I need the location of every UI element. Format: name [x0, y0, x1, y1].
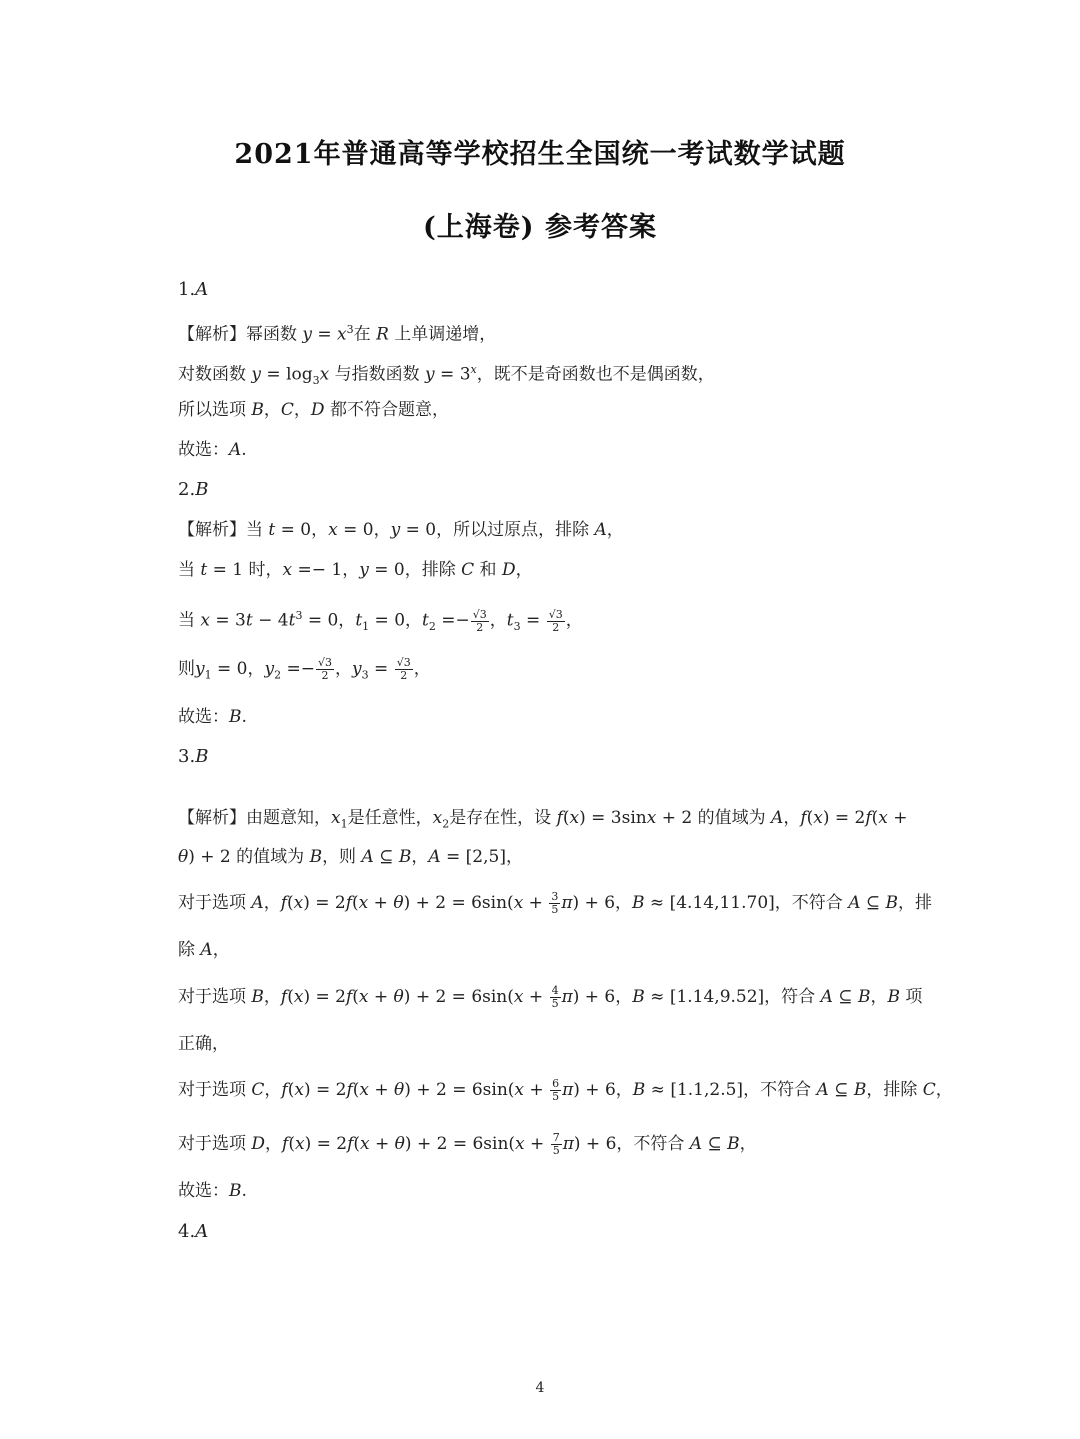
text: = 0，所以过原点，排除 [400, 520, 595, 540]
text: 与指数函数 [329, 364, 426, 385]
text: 当 [178, 610, 201, 631]
fraction [550, 985, 561, 1010]
math: x [331, 808, 341, 828]
math: A [251, 893, 264, 913]
math: A [229, 440, 242, 460]
math: B [853, 1080, 867, 1100]
q2-answer: B [195, 479, 209, 500]
q1-analysis-line1 [178, 318, 496, 347]
math: 2 [274, 668, 282, 682]
math: ⊆ [702, 1134, 728, 1154]
math: A [848, 893, 861, 913]
text: 【解析】由题意知， [178, 808, 331, 828]
q1-answer: A [195, 279, 209, 300]
text: ， [263, 893, 281, 913]
text: ， [489, 610, 507, 631]
math: f [345, 893, 353, 913]
text: 上单调递增， [388, 324, 497, 345]
q1-analysis-line2 [178, 358, 715, 393]
math: t [506, 610, 514, 631]
text: 对于选项 [178, 1080, 252, 1100]
math: ≈ [644, 893, 670, 913]
math: 3 [295, 609, 303, 622]
fraction [395, 657, 413, 682]
math: f [556, 808, 563, 828]
math: x [358, 987, 369, 1007]
math: =− [435, 610, 470, 631]
math: 1 [340, 817, 348, 831]
q3-option-b-line1 [178, 985, 922, 1010]
denominator: 5 [551, 903, 559, 916]
math: ) + 6， [572, 893, 633, 913]
math: t [200, 560, 208, 580]
math: t [288, 610, 296, 631]
math: = 0， [337, 520, 391, 540]
math: f [345, 987, 353, 1007]
math: = 0， [275, 520, 329, 540]
math: ) = 2 [303, 1080, 347, 1100]
math: B [398, 847, 412, 867]
math: x [813, 808, 823, 828]
text: 在 [353, 324, 377, 345]
math: B [251, 400, 264, 420]
math: f [346, 1080, 353, 1100]
math: = [520, 610, 546, 631]
numerator: 3 [551, 890, 559, 903]
math: =− [281, 659, 315, 679]
fraction [551, 1132, 562, 1157]
math: ⊆ [832, 987, 858, 1007]
q4-number: 4. [178, 1221, 196, 1242]
math: x [293, 987, 304, 1007]
q3-analysis-line2 [178, 845, 523, 869]
math: 3 [312, 374, 320, 388]
math: t [355, 610, 363, 631]
math: π [562, 1134, 574, 1154]
page-number: 4 [535, 1380, 545, 1396]
math: ( [287, 1080, 295, 1100]
math: y = x [302, 324, 347, 345]
text: 所以选项 [178, 400, 252, 420]
math: ( [288, 1134, 295, 1154]
text: = 1 时， [207, 560, 283, 580]
q3-option-d [178, 1132, 757, 1157]
math: R [376, 324, 389, 345]
math: A [689, 1134, 703, 1154]
math: ) + 6， [573, 1080, 633, 1100]
numerator: 7 [552, 1131, 560, 1144]
math: ) + 2 = 6sin( [404, 1080, 515, 1100]
text: ，既不是奇函数也不是偶函数， [476, 364, 715, 385]
math: x [646, 808, 657, 828]
math: ⊆ [373, 847, 399, 867]
math: x [319, 364, 330, 385]
math: x [294, 1134, 305, 1154]
numerator: 6 [552, 1077, 560, 1090]
math: x [515, 1134, 525, 1154]
math: ( [562, 808, 570, 828]
math: ) + 2 = 6sin( [403, 893, 514, 913]
text: = 0，排除 [368, 560, 462, 580]
math: x [293, 893, 304, 913]
text: 对于选项 [178, 893, 252, 913]
fraction [550, 1078, 561, 1103]
q3-conclusion [178, 1179, 247, 1203]
q1-number: 1. [178, 279, 196, 300]
math: A [771, 808, 784, 828]
text: 【解析】当 [178, 520, 269, 540]
denominator: 5 [552, 1090, 560, 1103]
q2-analysis-line4 [178, 657, 431, 687]
q3-answer: B [195, 746, 209, 767]
text: ， [870, 987, 888, 1007]
math: A [594, 520, 607, 540]
math: θ [394, 1134, 405, 1154]
math: x [282, 560, 293, 580]
text: ， [413, 659, 431, 679]
math: ( [353, 1134, 361, 1154]
q2-heading [178, 478, 208, 502]
math: x [294, 1080, 304, 1100]
text: ， [565, 610, 583, 631]
math: A [200, 940, 213, 960]
text: ，排除 [866, 1080, 923, 1100]
text: 项 [899, 987, 923, 1007]
math: ) = 2 [304, 1134, 348, 1154]
math: ( [287, 987, 294, 1007]
math: + [524, 1080, 550, 1100]
math: x [359, 1080, 369, 1100]
text: . [241, 707, 247, 727]
document-title: 2021年普通高等学校招生全国统一考试数学试题 [234, 139, 846, 170]
q2-analysis-line2 [178, 558, 533, 582]
math: D [251, 1134, 266, 1154]
q4-heading [178, 1220, 208, 1244]
math: 3 [346, 323, 354, 336]
text: 是存在性，设 [449, 808, 557, 828]
math: ( [352, 1080, 360, 1100]
math: f [282, 1134, 289, 1154]
fraction [547, 609, 565, 634]
q3-number: 3. [178, 746, 196, 767]
text: . [241, 1181, 247, 1201]
text: ) + 6，不符合 [573, 1134, 690, 1154]
q3-analysis-line1 [178, 806, 908, 836]
math: B [229, 1181, 242, 1201]
math: + [369, 1134, 395, 1154]
math: B [632, 893, 645, 913]
math: ) = 3sin [579, 808, 647, 828]
math: =− 1， [292, 560, 360, 580]
math: f [281, 1080, 288, 1100]
math: + [524, 1134, 550, 1154]
math: B [857, 987, 871, 1007]
text: 和 [474, 560, 502, 580]
math: θ [393, 893, 404, 913]
text: . [241, 440, 247, 460]
math: 2 [442, 817, 450, 831]
math: ⊆ [860, 893, 886, 913]
numerator: √3 [472, 607, 487, 621]
math: B [309, 847, 323, 867]
math: x [358, 893, 369, 913]
math: f [280, 893, 287, 913]
math: B [885, 893, 899, 913]
text: 都不符合题意， [324, 400, 449, 420]
text: 【解析】幂函数 [178, 324, 303, 345]
math: y [251, 364, 262, 385]
math: C [922, 1080, 936, 1100]
text: ， [263, 987, 281, 1007]
text: ， [293, 400, 311, 420]
fraction [549, 891, 560, 916]
math: = 3 [434, 364, 471, 385]
math: π [562, 1080, 574, 1100]
math: θ [178, 847, 189, 867]
math: ( [352, 987, 359, 1007]
text: 则 [178, 659, 195, 679]
numerator: √3 [396, 656, 411, 669]
math: + [523, 893, 549, 913]
text: = 0， [369, 610, 423, 631]
math: y [352, 659, 362, 679]
math: C [461, 560, 475, 580]
math: A [820, 987, 833, 1007]
denominator: 2 [321, 669, 329, 682]
math: 2 [428, 620, 436, 634]
math: A [361, 847, 374, 867]
denominator: 2 [552, 620, 560, 634]
text: ， [212, 940, 230, 960]
math: ⊆ [828, 1080, 854, 1100]
math: B [727, 1134, 740, 1154]
math: B [251, 987, 264, 1007]
math: f [865, 808, 872, 828]
math: ) + 2 = 6sin( [404, 1134, 516, 1154]
math: π [561, 893, 573, 913]
q3-option-b-line2 [178, 1032, 229, 1056]
q2-conclusion [178, 705, 247, 729]
q2-number: 2. [178, 479, 196, 500]
text: [4.14,11.70]，不符合 [669, 893, 849, 913]
math: x [513, 893, 524, 913]
math: ≈ [645, 1080, 671, 1100]
q4-answer: A [195, 1221, 209, 1242]
denominator: 5 [552, 1144, 560, 1157]
math: θ [393, 987, 404, 1007]
document-subtitle: (上海卷) 参考答案 [423, 212, 657, 243]
math: B [887, 987, 900, 1007]
text: ， [515, 560, 533, 580]
denominator: 5 [551, 997, 559, 1010]
math: D [501, 560, 516, 580]
math: A [428, 847, 441, 867]
text: 故选： [178, 707, 229, 727]
math: x [200, 610, 210, 631]
math: ( [806, 808, 814, 828]
math: x [470, 363, 477, 376]
math: θ [394, 1080, 405, 1100]
fraction [471, 609, 489, 634]
q3-option-c [178, 1078, 953, 1103]
math: f [280, 987, 288, 1007]
math: 1 [362, 620, 370, 634]
math: x [569, 808, 580, 828]
math: x [513, 987, 524, 1007]
text: [1.14,9.52]，符合 [669, 987, 821, 1007]
math: x [432, 808, 443, 828]
text: 故选： [178, 440, 229, 460]
math: ) + 2 = 6sin( [403, 987, 514, 1007]
q2-analysis-line3 [178, 604, 583, 639]
text: = 0， [211, 659, 265, 679]
math: ( [871, 808, 879, 828]
text: 对于选项 [178, 987, 252, 1007]
math: x [360, 1134, 370, 1154]
text: ， [265, 1134, 283, 1154]
math: ) = 2 [303, 893, 346, 913]
text: + 2 的值域为 [656, 808, 772, 828]
math: + [368, 1080, 395, 1100]
text: 对数函数 [178, 364, 252, 385]
text: 当 [178, 560, 201, 580]
q2-analysis-line1 [178, 518, 624, 542]
math: A [816, 1080, 829, 1100]
math: x [514, 1080, 525, 1100]
numerator: √3 [318, 656, 333, 669]
math: π [561, 987, 573, 1007]
text: ， [783, 808, 801, 828]
math: = [2,5]， [440, 847, 523, 867]
math: t [422, 610, 429, 631]
math: B [632, 987, 645, 1007]
numerator: √3 [548, 607, 563, 621]
math: B [632, 1080, 646, 1100]
math: y [359, 560, 369, 580]
math: ) = 2 [822, 808, 866, 828]
math: x [328, 520, 338, 540]
math: ) + 6， [572, 987, 633, 1007]
math: ( [286, 893, 294, 913]
math: = 3 [210, 610, 246, 631]
text: ，排 [898, 893, 933, 913]
text: ) + 2 的值域为 [188, 847, 310, 867]
math: B [229, 707, 242, 727]
text: [1.1,2.5]，不符合 [670, 1080, 817, 1100]
text: = 0， [302, 610, 356, 631]
numerator: 4 [551, 984, 559, 997]
math: = log [261, 364, 313, 385]
math: + [368, 987, 394, 1007]
text: 故选： [178, 1181, 229, 1201]
denominator: 2 [400, 669, 408, 682]
text: ， [935, 1080, 953, 1100]
text: ，则 [322, 847, 362, 867]
text: 正确， [178, 1034, 229, 1054]
math: + [887, 808, 908, 828]
math: y [390, 520, 401, 540]
text: ， [606, 520, 624, 540]
math: C [251, 1080, 265, 1100]
text: ， [335, 659, 353, 679]
math: 1 [204, 668, 212, 682]
q1-heading [178, 278, 208, 302]
q3-option-a-line2 [178, 938, 230, 962]
q3-option-a-line1 [178, 891, 932, 916]
math: t [245, 610, 253, 631]
math: = [368, 659, 394, 679]
math: x [878, 808, 888, 828]
math: + [368, 893, 394, 913]
math: ( [352, 893, 359, 913]
math: ≈ [644, 987, 670, 1007]
math: − 4 [252, 610, 289, 631]
fraction [316, 657, 334, 682]
math: y [195, 659, 205, 679]
text: ， [264, 1080, 282, 1100]
math: y [264, 659, 275, 679]
math: f [347, 1134, 354, 1154]
q1-conclusion [178, 438, 247, 462]
math: D [310, 400, 325, 420]
q1-analysis-line3 [178, 398, 449, 422]
math: 3 [361, 668, 369, 682]
math: 3 [513, 620, 521, 634]
math: + [523, 987, 549, 1007]
math: C [280, 400, 294, 420]
math: ) = 2 [303, 987, 346, 1007]
q3-heading [178, 745, 208, 769]
text: ， [739, 1134, 757, 1154]
text: 对于选项 [178, 1134, 252, 1154]
math: y [425, 364, 435, 385]
math: f [800, 808, 807, 828]
text: 是任意性， [347, 808, 433, 828]
text: ， [411, 847, 429, 867]
denominator: 2 [476, 620, 484, 634]
math: t [268, 520, 276, 540]
text: ， [263, 400, 281, 420]
text: 除 [178, 940, 201, 960]
